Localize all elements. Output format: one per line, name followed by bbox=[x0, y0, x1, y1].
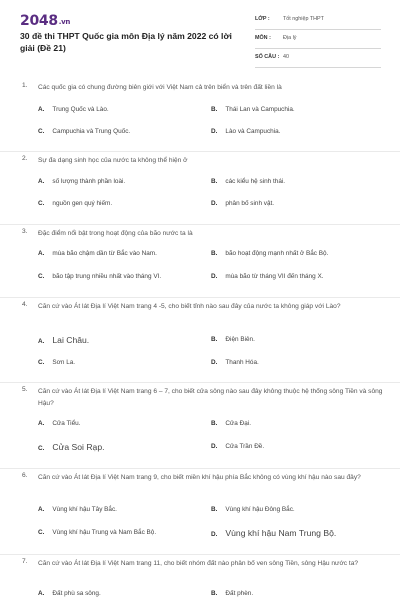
answer-option[interactable]: B. Cửa Đại. bbox=[211, 420, 251, 427]
answer-option[interactable]: B. các kiểu hệ sinh thái. bbox=[211, 178, 286, 185]
question-text: Căn cứ vào Át lát Địa lí Việt Nam trang 4 -5, cho biết tỉnh nào sau đây của nước ta không giáp với Lào? bbox=[38, 303, 341, 310]
answer-option[interactable]: C. nguồn gen quý hiếm. bbox=[38, 200, 113, 207]
site-logo[interactable] bbox=[20, 13, 70, 29]
document-header bbox=[0, 0, 400, 70]
logo-tld: .vn bbox=[58, 18, 71, 26]
question-item bbox=[0, 297, 400, 382]
meta-value: Tốt nghiệp THPT bbox=[283, 16, 324, 22]
answer-option[interactable]: B. bão hoạt động mạnh nhất ở Bắc Bộ. bbox=[211, 250, 329, 257]
question-number: 7. bbox=[22, 558, 28, 565]
meta-label: MÔN : bbox=[255, 35, 271, 41]
question-text: Các quốc gia có chung đường biên giới với Việt Nam cả trên biển và trên đất liền là bbox=[38, 84, 282, 91]
answer-option[interactable]: D. Thanh Hóa. bbox=[211, 359, 259, 366]
answer-option[interactable]: C. bão tập trung nhiều nhất vào tháng VI. bbox=[38, 273, 162, 280]
question-text: Căn cứ vào Át lát Địa lí Việt Nam trang 9, cho biết miền khí hậu phía Bắc không có vùng khí hậu nào sau đây? bbox=[38, 474, 361, 481]
question-item bbox=[0, 151, 400, 224]
question-number: 6. bbox=[22, 472, 28, 479]
question-item bbox=[0, 382, 400, 468]
document-meta bbox=[255, 14, 381, 71]
meta-row-subject bbox=[255, 33, 381, 49]
answer-option[interactable]: C. Campuchia và Trung Quốc. bbox=[38, 128, 131, 135]
answer-option[interactable]: B. Đất phèn. bbox=[211, 590, 254, 597]
answer-option[interactable]: C. Vùng khí hậu Trung và Nam Bắc Bộ. bbox=[38, 529, 157, 536]
question-text: Sự đa dạng sinh học của nước ta không thể hiện ở bbox=[38, 157, 188, 164]
question-number: 5. bbox=[22, 386, 28, 393]
question-item bbox=[0, 554, 400, 615]
meta-value: 40 bbox=[283, 54, 289, 60]
answer-option[interactable]: B. Thái Lan và Campuchia. bbox=[211, 106, 295, 113]
answer-option[interactable]: D. phân bố sinh vật. bbox=[211, 200, 275, 207]
question-list bbox=[0, 79, 400, 615]
question-item bbox=[0, 468, 400, 554]
question-number: 3. bbox=[22, 228, 28, 235]
question-text: Căn cứ vào Át lát Địa lí Việt Nam trang 11, cho biết nhóm đất nào phân bố ven sông Tiền, sông Hậu nước ta? bbox=[38, 560, 359, 567]
answer-option[interactable]: A. Vùng khí hậu Tây Bắc. bbox=[38, 506, 117, 513]
question-number: 4. bbox=[22, 301, 28, 308]
answer-option[interactable]: A. mùa bão chậm dần từ Bắc vào Nam. bbox=[38, 250, 157, 257]
meta-value: Địa lý bbox=[283, 35, 297, 41]
meta-row-question-count bbox=[255, 52, 381, 68]
question-item bbox=[0, 79, 400, 151]
question-text: Căn cứ vào Át lát Địa lí Việt Nam trang 6 – 7, cho biết cửa sông nào sau đây không thuộc hệ thống sông Tiền và sông Hậu? bbox=[38, 388, 383, 407]
answer-option[interactable]: D. Lào và Campuchia. bbox=[211, 128, 281, 135]
meta-label: SỐ CÂU : bbox=[255, 54, 280, 60]
answer-option[interactable]: B. Vùng khí hậu Đông Bắc. bbox=[211, 506, 295, 513]
answer-option[interactable]: A. Trung Quốc và Lào. bbox=[38, 106, 109, 113]
question-text: Đặc điểm nổi bật trong hoạt động của bão nước ta là bbox=[38, 230, 193, 237]
meta-row-class bbox=[255, 14, 381, 30]
answer-option[interactable]: D. mùa bão từ tháng VII đến tháng X. bbox=[211, 273, 324, 280]
question-number: 1. bbox=[22, 82, 28, 89]
answer-option[interactable]: B. Điện Biên. bbox=[211, 336, 255, 343]
answer-option[interactable]: D. Vùng khí hậu Nam Trung Bộ. bbox=[211, 528, 337, 538]
question-number: 2. bbox=[22, 155, 28, 162]
answer-option[interactable]: C. Sơn La. bbox=[38, 359, 76, 366]
question-item bbox=[0, 224, 400, 297]
answer-option[interactable]: A. Cửa Tiểu. bbox=[38, 420, 81, 427]
answer-option[interactable]: A. Đất phù sa sông. bbox=[38, 590, 101, 597]
answer-option[interactable]: C. Cửa Soi Rạp. bbox=[38, 442, 105, 452]
logo-text: 2048 bbox=[20, 13, 58, 29]
document-title: 30 đề thi THPT Quốc gia môn Địa lý năm 2022 có lời giải (Đề 21) bbox=[20, 31, 232, 53]
answer-option[interactable]: D. Cửa Trần Đề. bbox=[211, 443, 265, 450]
answer-option[interactable]: A. Lai Châu. bbox=[38, 335, 90, 345]
meta-label: LỚP : bbox=[255, 16, 270, 22]
answer-option[interactable]: A. số lượng thành phần loài. bbox=[38, 178, 126, 185]
